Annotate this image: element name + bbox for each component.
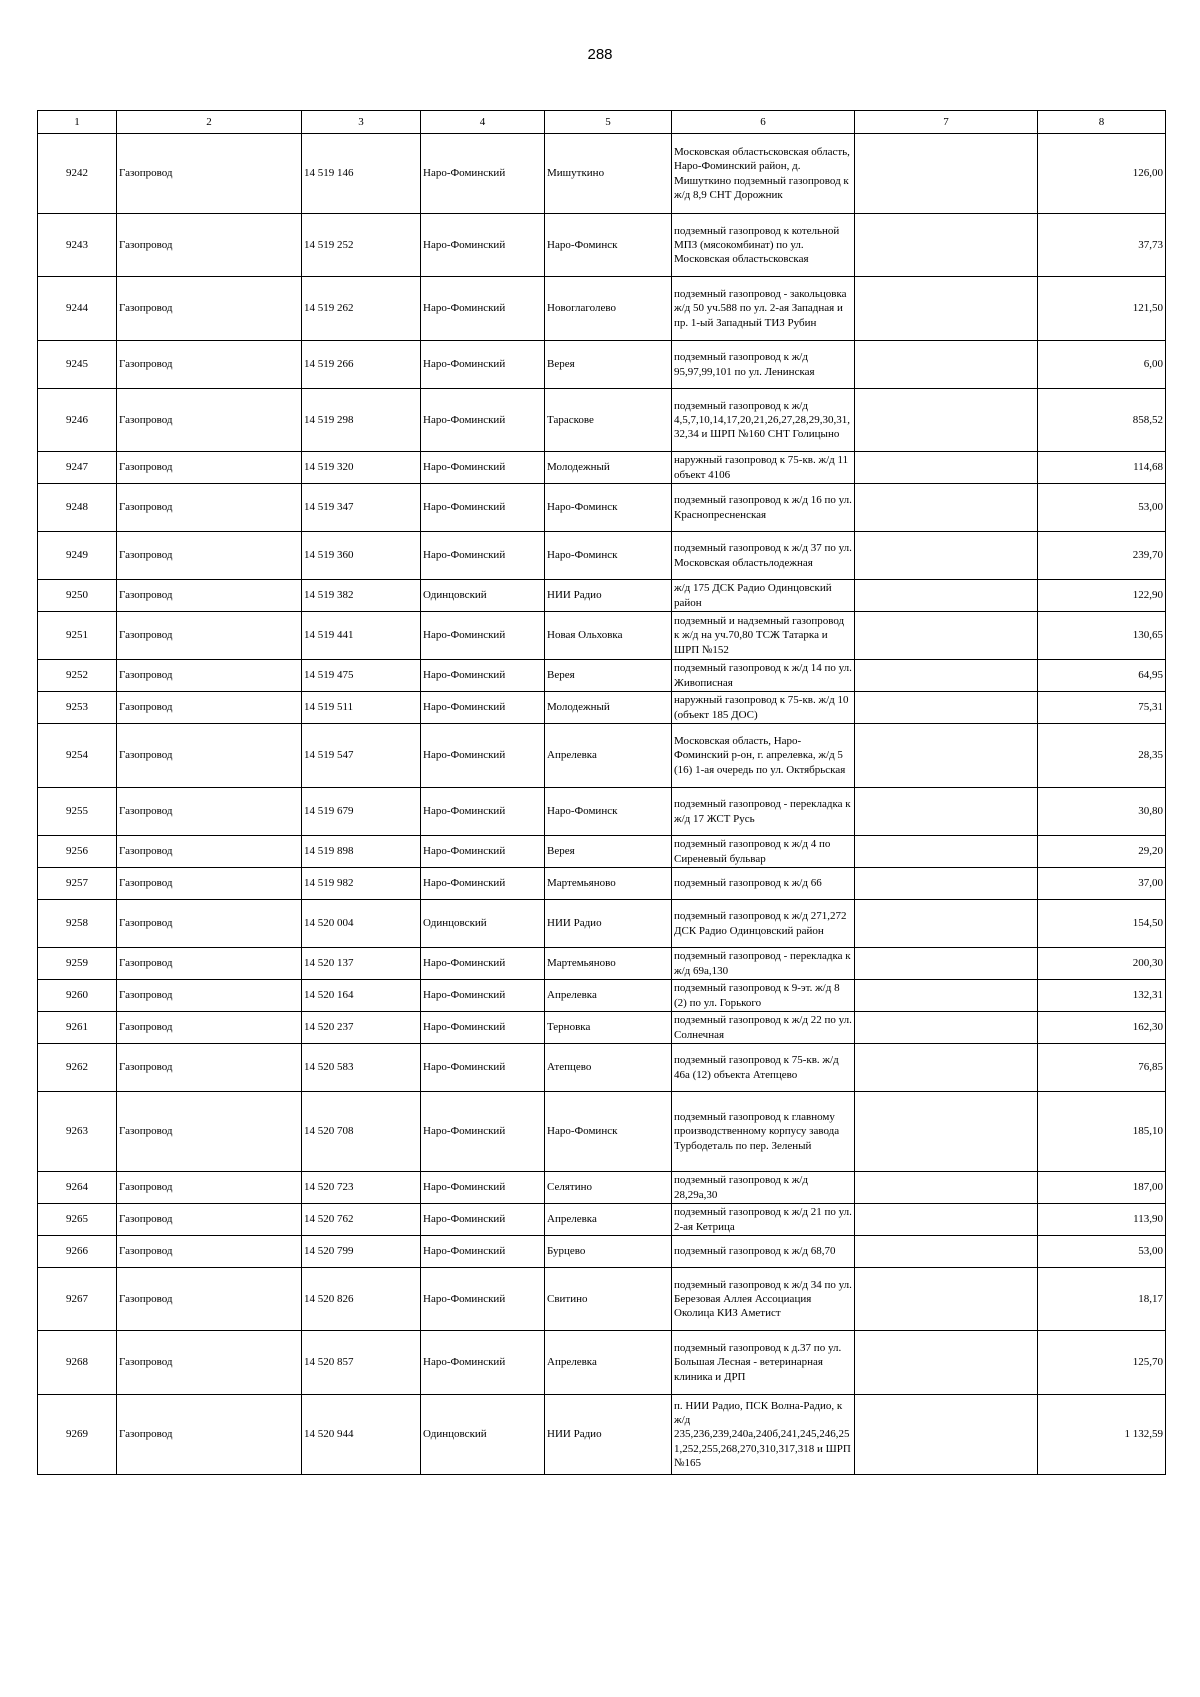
object-type: Газопровод bbox=[117, 277, 302, 341]
length-value: 130,65 bbox=[1038, 612, 1166, 660]
object-type: Газопровод bbox=[117, 452, 302, 484]
object-type: Газопровод bbox=[117, 868, 302, 900]
row-number: 9248 bbox=[38, 484, 117, 532]
object-code: 14 519 475 bbox=[302, 660, 421, 692]
length-value: 125,70 bbox=[1038, 1331, 1166, 1395]
length-value: 200,30 bbox=[1038, 948, 1166, 980]
description: наружный газопровод к 75-кв. ж/д 10 (объект 185 ДОС) bbox=[672, 692, 855, 724]
object-code: 14 519 898 bbox=[302, 836, 421, 868]
length-value: 239,70 bbox=[1038, 532, 1166, 580]
district: Наро-Фоминский bbox=[421, 1044, 545, 1092]
object-type: Газопровод bbox=[117, 1331, 302, 1395]
table-row bbox=[38, 1092, 1166, 1172]
object-type: Газопровод bbox=[117, 948, 302, 980]
object-code: 14 520 944 bbox=[302, 1395, 421, 1475]
district: Одинцовский bbox=[421, 900, 545, 948]
column-7-cell bbox=[855, 724, 1038, 788]
object-code: 14 520 799 bbox=[302, 1236, 421, 1268]
object-type: Газопровод bbox=[117, 1204, 302, 1236]
row-number: 9268 bbox=[38, 1331, 117, 1395]
table-row bbox=[38, 1236, 1166, 1268]
description: подземный газопровод к ж/д 21 по ул. 2-ая Кетрица bbox=[672, 1204, 855, 1236]
row-number: 9255 bbox=[38, 788, 117, 836]
row-number: 9263 bbox=[38, 1092, 117, 1172]
table-row bbox=[38, 1268, 1166, 1331]
locality: Апрелевка bbox=[545, 724, 672, 788]
object-type: Газопровод bbox=[117, 900, 302, 948]
locality: Наро-Фоминск bbox=[545, 532, 672, 580]
object-code: 14 519 511 bbox=[302, 692, 421, 724]
table-header bbox=[38, 111, 1166, 134]
length-value: 53,00 bbox=[1038, 484, 1166, 532]
object-code: 14 519 347 bbox=[302, 484, 421, 532]
column-7-cell bbox=[855, 452, 1038, 484]
object-code: 14 519 547 bbox=[302, 724, 421, 788]
object-code: 14 519 320 bbox=[302, 452, 421, 484]
table-row bbox=[38, 341, 1166, 389]
object-code: 14 520 826 bbox=[302, 1268, 421, 1331]
column-7-cell bbox=[855, 1204, 1038, 1236]
description: подземный газопровод к ж/д 271,272 ДСК Радио Одинцовский район bbox=[672, 900, 855, 948]
object-code: 14 519 679 bbox=[302, 788, 421, 836]
table-row bbox=[38, 580, 1166, 612]
table-row bbox=[38, 612, 1166, 660]
length-value: 126,00 bbox=[1038, 134, 1166, 214]
column-7-cell bbox=[855, 1268, 1038, 1331]
table-row bbox=[38, 660, 1166, 692]
row-number: 9251 bbox=[38, 612, 117, 660]
table-row bbox=[38, 1012, 1166, 1044]
column-7-cell bbox=[855, 1331, 1038, 1395]
description: подземный газопровод к 9-эт. ж/д 8 (2) по ул. Горького bbox=[672, 980, 855, 1012]
column-7-cell bbox=[855, 612, 1038, 660]
description: подземный газопровод к ж/д 66 bbox=[672, 868, 855, 900]
object-code: 14 520 708 bbox=[302, 1092, 421, 1172]
length-value: 113,90 bbox=[1038, 1204, 1166, 1236]
object-code: 14 520 164 bbox=[302, 980, 421, 1012]
table-row bbox=[38, 900, 1166, 948]
row-number: 9257 bbox=[38, 868, 117, 900]
column-header: 5 bbox=[545, 111, 672, 134]
table-row bbox=[38, 836, 1166, 868]
locality: Верея bbox=[545, 660, 672, 692]
row-number: 9266 bbox=[38, 1236, 117, 1268]
object-type: Газопровод bbox=[117, 1092, 302, 1172]
table-row bbox=[38, 1044, 1166, 1092]
column-7-cell bbox=[855, 580, 1038, 612]
table-row bbox=[38, 868, 1166, 900]
column-7-cell bbox=[855, 341, 1038, 389]
object-code: 14 519 266 bbox=[302, 341, 421, 389]
length-value: 162,30 bbox=[1038, 1012, 1166, 1044]
column-7-cell bbox=[855, 1012, 1038, 1044]
length-value: 185,10 bbox=[1038, 1092, 1166, 1172]
length-value: 187,00 bbox=[1038, 1172, 1166, 1204]
row-number: 9259 bbox=[38, 948, 117, 980]
locality: Молодежный bbox=[545, 692, 672, 724]
district: Наро-Фоминский bbox=[421, 1172, 545, 1204]
object-type: Газопровод bbox=[117, 692, 302, 724]
object-type: Газопровод bbox=[117, 660, 302, 692]
row-number: 9242 bbox=[38, 134, 117, 214]
length-value: 53,00 bbox=[1038, 1236, 1166, 1268]
district: Наро-Фоминский bbox=[421, 948, 545, 980]
locality: Наро-Фоминск bbox=[545, 484, 672, 532]
description: подземный газопровод - закольцовка ж/д 50 уч.588 по ул. 2-ая Западная и пр. 1-ый Западный ТИЗ Рубин bbox=[672, 277, 855, 341]
object-type: Газопровод bbox=[117, 1236, 302, 1268]
description: подземный газопровод к ж/д 22 по ул. Солнечная bbox=[672, 1012, 855, 1044]
length-value: 30,80 bbox=[1038, 788, 1166, 836]
row-number: 9258 bbox=[38, 900, 117, 948]
locality: Мишуткино bbox=[545, 134, 672, 214]
table-row bbox=[38, 1204, 1166, 1236]
description: подземный газопровод к ж/д 14 по ул. Живописная bbox=[672, 660, 855, 692]
object-type: Газопровод bbox=[117, 484, 302, 532]
object-type: Газопровод bbox=[117, 389, 302, 452]
district: Наро-Фоминский bbox=[421, 214, 545, 277]
column-7-cell bbox=[855, 980, 1038, 1012]
row-number: 9265 bbox=[38, 1204, 117, 1236]
row-number: 9262 bbox=[38, 1044, 117, 1092]
table-row bbox=[38, 389, 1166, 452]
district: Наро-Фоминский bbox=[421, 1268, 545, 1331]
object-type: Газопровод bbox=[117, 1268, 302, 1331]
row-number: 9253 bbox=[38, 692, 117, 724]
row-number: 9256 bbox=[38, 836, 117, 868]
header-row bbox=[38, 111, 1166, 134]
locality: Новая Ольховка bbox=[545, 612, 672, 660]
table-row bbox=[38, 484, 1166, 532]
description: подземный и надземный газопровод к ж/д на уч.70,80 ТСЖ Татарка и ШРП №152 bbox=[672, 612, 855, 660]
locality: Тараскове bbox=[545, 389, 672, 452]
description: наружный газопровод к 75-кв. ж/д 11 объект 4106 bbox=[672, 452, 855, 484]
object-type: Газопровод bbox=[117, 1012, 302, 1044]
object-type: Газопровод bbox=[117, 1395, 302, 1475]
row-number: 9267 bbox=[38, 1268, 117, 1331]
district: Наро-Фоминский bbox=[421, 452, 545, 484]
length-value: 6,00 bbox=[1038, 341, 1166, 389]
locality: Молодежный bbox=[545, 452, 672, 484]
locality: Свитино bbox=[545, 1268, 672, 1331]
object-code: 14 520 723 bbox=[302, 1172, 421, 1204]
description: подземный газопровод к д.37 по ул. Большая Лесная - ветеринарная клиника и ДРП bbox=[672, 1331, 855, 1395]
object-code: 14 520 762 bbox=[302, 1204, 421, 1236]
district: Наро-Фоминский bbox=[421, 1012, 545, 1044]
column-7-cell bbox=[855, 1395, 1038, 1475]
description: подземный газопровод к котельной МПЗ (мясокомбинат) по ул. Московская областьсковская bbox=[672, 214, 855, 277]
row-number: 9250 bbox=[38, 580, 117, 612]
column-7-cell bbox=[855, 1044, 1038, 1092]
column-7-cell bbox=[855, 1236, 1038, 1268]
locality: Наро-Фоминск bbox=[545, 214, 672, 277]
locality: Селятино bbox=[545, 1172, 672, 1204]
object-code: 14 520 137 bbox=[302, 948, 421, 980]
length-value: 121,50 bbox=[1038, 277, 1166, 341]
locality: Атепцево bbox=[545, 1044, 672, 1092]
column-7-cell bbox=[855, 1172, 1038, 1204]
object-type: Газопровод bbox=[117, 612, 302, 660]
locality: НИИ Радио bbox=[545, 900, 672, 948]
locality: Наро-Фоминск bbox=[545, 1092, 672, 1172]
locality: Новоглаголево bbox=[545, 277, 672, 341]
row-number: 9243 bbox=[38, 214, 117, 277]
table-row bbox=[38, 214, 1166, 277]
district: Наро-Фоминский bbox=[421, 134, 545, 214]
locality: Наро-Фоминск bbox=[545, 788, 672, 836]
table-row bbox=[38, 452, 1166, 484]
column-header: 8 bbox=[1038, 111, 1166, 134]
object-code: 14 519 146 bbox=[302, 134, 421, 214]
row-number: 9269 bbox=[38, 1395, 117, 1475]
locality: Терновка bbox=[545, 1012, 672, 1044]
column-7-cell bbox=[855, 692, 1038, 724]
column-header: 2 bbox=[117, 111, 302, 134]
length-value: 37,73 bbox=[1038, 214, 1166, 277]
row-number: 9246 bbox=[38, 389, 117, 452]
length-value: 132,31 bbox=[1038, 980, 1166, 1012]
table-row bbox=[38, 788, 1166, 836]
row-number: 9254 bbox=[38, 724, 117, 788]
object-type: Газопровод bbox=[117, 1044, 302, 1092]
length-value: 28,35 bbox=[1038, 724, 1166, 788]
locality: Апрелевка bbox=[545, 1331, 672, 1395]
row-number: 9245 bbox=[38, 341, 117, 389]
object-type: Газопровод bbox=[117, 836, 302, 868]
district: Наро-Фоминский bbox=[421, 389, 545, 452]
object-code: 14 519 360 bbox=[302, 532, 421, 580]
district: Наро-Фоминский bbox=[421, 788, 545, 836]
row-number: 9244 bbox=[38, 277, 117, 341]
description: Московская областьсковская область, Наро-Фоминский район, д. Мишуткино подземный газопровод к ж/д 8,9 СНТ Дорожник bbox=[672, 134, 855, 214]
district: Наро-Фоминский bbox=[421, 1092, 545, 1172]
description: подземный газопровод к ж/д 4,5,7,10,14,17,20,21,26,27,28,29,30,31,32,34 и ШРП №160 СНТ Голицыно bbox=[672, 389, 855, 452]
locality: Мартемьяново bbox=[545, 868, 672, 900]
column-7-cell bbox=[855, 1092, 1038, 1172]
district: Наро-Фоминский bbox=[421, 484, 545, 532]
column-header: 4 bbox=[421, 111, 545, 134]
object-code: 14 519 298 bbox=[302, 389, 421, 452]
description: ж/д 175 ДСК Радио Одинцовский район bbox=[672, 580, 855, 612]
row-number: 9264 bbox=[38, 1172, 117, 1204]
description: подземный газопровод к 75-кв. ж/д 46а (12) объекта Атепцево bbox=[672, 1044, 855, 1092]
description: подземный газопровод - перекладка к ж/д 17 ЖСТ Русь bbox=[672, 788, 855, 836]
length-value: 37,00 bbox=[1038, 868, 1166, 900]
column-7-cell bbox=[855, 948, 1038, 980]
description: подземный газопровод к ж/д 37 по ул. Московская областьлодежная bbox=[672, 532, 855, 580]
district: Наро-Фоминский bbox=[421, 692, 545, 724]
length-value: 29,20 bbox=[1038, 836, 1166, 868]
district: Наро-Фоминский bbox=[421, 836, 545, 868]
object-code: 14 520 004 bbox=[302, 900, 421, 948]
table-row bbox=[38, 532, 1166, 580]
object-type: Газопровод bbox=[117, 788, 302, 836]
length-value: 858,52 bbox=[1038, 389, 1166, 452]
description: подземный газопровод к ж/д 95,97,99,101 по ул. Ленинская bbox=[672, 341, 855, 389]
description: подземный газопровод к ж/д 16 по ул. Краснопресненская bbox=[672, 484, 855, 532]
length-value: 114,68 bbox=[1038, 452, 1166, 484]
table-row bbox=[38, 724, 1166, 788]
district: Наро-Фоминский bbox=[421, 1331, 545, 1395]
object-code: 14 519 382 bbox=[302, 580, 421, 612]
object-type: Газопровод bbox=[117, 1172, 302, 1204]
locality: НИИ Радио bbox=[545, 580, 672, 612]
description: п. НИИ Радио, ПСК Волна-Радио, к ж/д 235,236,239,240а,240б,241,245,246,251,252,255,268,270,310,317,318 и ШРП №165 bbox=[672, 1395, 855, 1475]
table-row bbox=[38, 277, 1166, 341]
column-7-cell bbox=[855, 484, 1038, 532]
table-row bbox=[38, 134, 1166, 214]
length-value: 154,50 bbox=[1038, 900, 1166, 948]
description: подземный газопровод - перекладка к ж/д 69а,130 bbox=[672, 948, 855, 980]
table-row bbox=[38, 948, 1166, 980]
object-code: 14 520 237 bbox=[302, 1012, 421, 1044]
district: Наро-Фоминский bbox=[421, 341, 545, 389]
district: Наро-Фоминский bbox=[421, 868, 545, 900]
district: Наро-Фоминский bbox=[421, 612, 545, 660]
district: Наро-Фоминский bbox=[421, 724, 545, 788]
district: Наро-Фоминский bbox=[421, 980, 545, 1012]
object-type: Газопровод bbox=[117, 724, 302, 788]
description: подземный газопровод к главному производственному корпусу завода Турбодеталь по пер. Зеленый bbox=[672, 1092, 855, 1172]
locality: Верея bbox=[545, 836, 672, 868]
district: Наро-Фоминский bbox=[421, 660, 545, 692]
length-value: 122,90 bbox=[1038, 580, 1166, 612]
object-type: Газопровод bbox=[117, 134, 302, 214]
length-value: 75,31 bbox=[1038, 692, 1166, 724]
locality: Апрелевка bbox=[545, 1204, 672, 1236]
column-header: 7 bbox=[855, 111, 1038, 134]
district: Наро-Фоминский bbox=[421, 1236, 545, 1268]
locality: Верея bbox=[545, 341, 672, 389]
object-code: 14 519 262 bbox=[302, 277, 421, 341]
table-row bbox=[38, 692, 1166, 724]
column-7-cell bbox=[855, 389, 1038, 452]
gas-pipeline-registry-table bbox=[37, 110, 1166, 1475]
table-row bbox=[38, 1395, 1166, 1475]
row-number: 9247 bbox=[38, 452, 117, 484]
district: Наро-Фоминский bbox=[421, 532, 545, 580]
object-type: Газопровод bbox=[117, 580, 302, 612]
length-value: 76,85 bbox=[1038, 1044, 1166, 1092]
column-header: 1 bbox=[38, 111, 117, 134]
column-7-cell bbox=[855, 900, 1038, 948]
column-7-cell bbox=[855, 214, 1038, 277]
table-row bbox=[38, 980, 1166, 1012]
description: подземный газопровод к ж/д 28,29а,30 bbox=[672, 1172, 855, 1204]
column-7-cell bbox=[855, 660, 1038, 692]
locality: НИИ Радио bbox=[545, 1395, 672, 1475]
object-type: Газопровод bbox=[117, 980, 302, 1012]
description: Московская область, Наро-Фоминский р-он, г. апрелевка, ж/д 5 (16) 1-ая очередь по ул. Октябрьская bbox=[672, 724, 855, 788]
object-code: 14 520 857 bbox=[302, 1331, 421, 1395]
district: Наро-Фоминский bbox=[421, 277, 545, 341]
object-code: 14 519 982 bbox=[302, 868, 421, 900]
column-7-cell bbox=[855, 836, 1038, 868]
page-number: 288 bbox=[587, 46, 613, 63]
column-header: 3 bbox=[302, 111, 421, 134]
object-code: 14 520 583 bbox=[302, 1044, 421, 1092]
district: Наро-Фоминский bbox=[421, 1204, 545, 1236]
column-7-cell bbox=[855, 788, 1038, 836]
column-7-cell bbox=[855, 868, 1038, 900]
table-row bbox=[38, 1172, 1166, 1204]
length-value: 64,95 bbox=[1038, 660, 1166, 692]
column-7-cell bbox=[855, 532, 1038, 580]
length-value: 1 132,59 bbox=[1038, 1395, 1166, 1475]
object-type: Газопровод bbox=[117, 214, 302, 277]
locality: Апрелевка bbox=[545, 980, 672, 1012]
table-body bbox=[38, 134, 1166, 1475]
district: Одинцовский bbox=[421, 1395, 545, 1475]
column-7-cell bbox=[855, 277, 1038, 341]
object-code: 14 519 441 bbox=[302, 612, 421, 660]
description: подземный газопровод к ж/д 34 по ул. Березовая Аллея Ассоциация Околица КИЗ Аметист bbox=[672, 1268, 855, 1331]
row-number: 9260 bbox=[38, 980, 117, 1012]
row-number: 9252 bbox=[38, 660, 117, 692]
description: подземный газопровод к ж/д 68,70 bbox=[672, 1236, 855, 1268]
column-header: 6 bbox=[672, 111, 855, 134]
description: подземный газопровод к ж/д 4 по Сиреневый бульвар bbox=[672, 836, 855, 868]
column-7-cell bbox=[855, 134, 1038, 214]
locality: Мартемьяново bbox=[545, 948, 672, 980]
object-code: 14 519 252 bbox=[302, 214, 421, 277]
table-row bbox=[38, 1331, 1166, 1395]
object-type: Газопровод bbox=[117, 532, 302, 580]
district: Одинцовский bbox=[421, 580, 545, 612]
row-number: 9249 bbox=[38, 532, 117, 580]
row-number: 9261 bbox=[38, 1012, 117, 1044]
object-type: Газопровод bbox=[117, 341, 302, 389]
locality: Бурцево bbox=[545, 1236, 672, 1268]
length-value: 18,17 bbox=[1038, 1268, 1166, 1331]
